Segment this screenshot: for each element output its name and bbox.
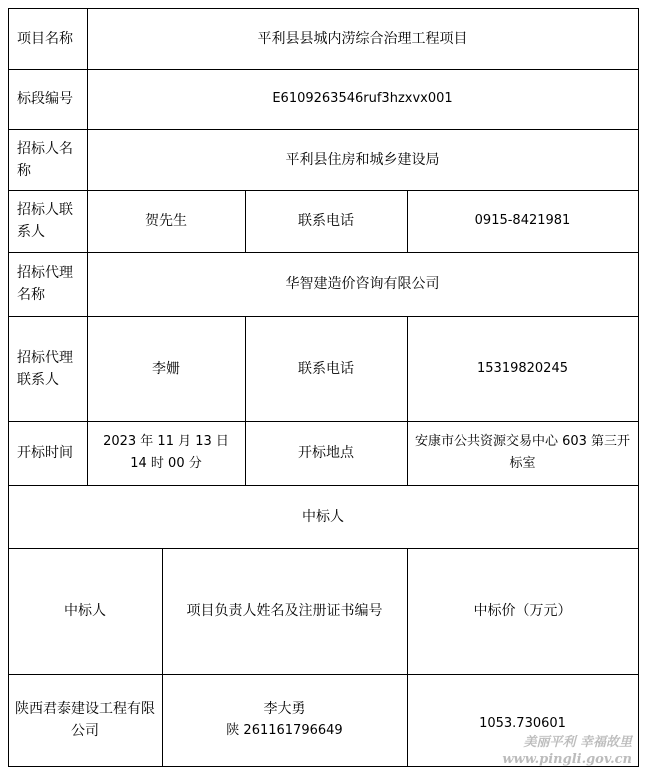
grid-line [407, 316, 408, 485]
opening-place-value: 安康市公共资源交易中心 603 第三开标室 [414, 434, 631, 471]
grid-line [8, 674, 639, 675]
grid-line [638, 8, 639, 767]
tenderer-phone-label: 联系电话 [298, 213, 354, 229]
grid-line [8, 252, 639, 253]
project-name-value: 平利县县城内涝综合治理工程项目 [257, 30, 468, 47]
watermark-slogan: 美丽平利 幸福故里 [523, 735, 632, 750]
grid-line [407, 190, 408, 252]
agency-phone-label: 联系电话 [298, 360, 354, 377]
tenderer-label: 招标人名称 [17, 140, 73, 179]
section-no-value: E6109263546ruf3hzxvx001 [272, 91, 453, 106]
manager-info [162, 674, 407, 766]
opening-time-value: 2023 年 11 月 13 日 14 时 00 分 [103, 434, 229, 471]
grid-line [8, 8, 639, 9]
winning-price: 1053.730601 [479, 716, 566, 731]
grid-line [8, 316, 639, 317]
agency-value: 华智建造价咨询有限公司 [285, 276, 440, 292]
grid-line [245, 316, 246, 485]
grid-line [8, 8, 9, 767]
agency-phone-value: 15319820245 [477, 360, 568, 376]
opening-place-label: 开标地点 [298, 445, 354, 461]
winner-section-title: 中标人 [302, 508, 344, 525]
manager-header: 项目负责人姓名及注册证书编号 [186, 603, 383, 619]
winner-header: 中标人 [64, 603, 106, 619]
project-name-label: 项目名称 [17, 30, 73, 47]
tenderer-contact-value: 贺先生 [145, 213, 187, 229]
grid-line [245, 190, 246, 252]
tenderer-value: 平利县住房和城乡建设局 [285, 151, 440, 168]
manager-name: 李大勇 [263, 701, 306, 717]
watermark-url: www.pingli.gov.cn [502, 752, 632, 767]
price-header: 中标价（万元） [473, 603, 572, 619]
grid-line [407, 548, 408, 766]
grid-line [8, 129, 639, 130]
manager-cert: 陕 261161796649 [226, 723, 343, 738]
grid-line [162, 548, 163, 766]
agency-contact-label: 招标代理联系人 [17, 349, 73, 388]
grid-line [87, 8, 88, 485]
tenderer-contact-label: 招标人联系人 [17, 202, 73, 240]
grid-line [8, 485, 639, 486]
section-no-label: 标段编号 [17, 91, 73, 107]
tenderer-phone-value: 0915-8421981 [474, 213, 571, 228]
grid-line [8, 548, 639, 549]
site-watermark [482, 734, 632, 768]
grid-line [8, 190, 639, 191]
agency-contact-value: 李姗 [152, 360, 180, 377]
grid-line [8, 421, 639, 422]
winner-name: 陕西君泰建设工程有限公司 [15, 701, 155, 739]
opening-time-label: 开标时间 [17, 445, 73, 461]
agency-label: 招标代理名称 [17, 265, 73, 303]
grid-line [8, 69, 639, 70]
